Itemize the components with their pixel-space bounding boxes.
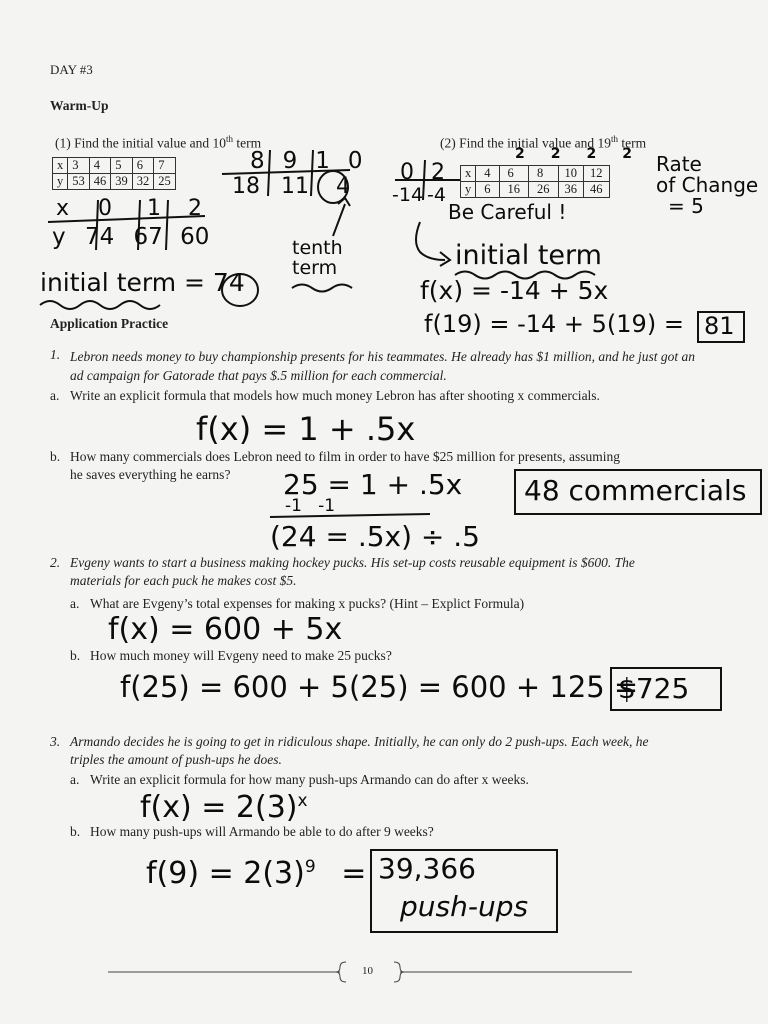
warmup2-row-x <box>461 166 610 182</box>
hand-word: Rate <box>656 152 702 176</box>
warmup2-hand-initial: initial term <box>455 240 602 271</box>
hand-num: 2 <box>431 160 445 185</box>
table-cell: 7 <box>154 158 176 174</box>
table-cell: 46 <box>89 174 111 190</box>
warmup1-hand-ext-y <box>232 174 350 199</box>
hand-num: 10 <box>315 148 381 174</box>
q1b-hand-2: -1 -1 <box>285 496 336 516</box>
table-cell: 6 <box>499 166 529 182</box>
warmup1-hand-ext-x <box>250 148 381 174</box>
warmup1-prompt-end: term <box>232 135 262 151</box>
q2-text-1: Evgeny wants to start a business making hockey pucks. His set-up costs reusable equipment is $600. The <box>70 555 635 570</box>
table-cell: y <box>53 174 68 190</box>
warmup2-hand-answer: 81 <box>704 312 735 340</box>
q2-text-2: materials for each puck he makes cost $5. <box>70 573 297 588</box>
q3b-hand-base: f(9) = 2(3) <box>146 856 305 891</box>
q1-text: Lebron needs money to buy championship presents for his teammates. He already has $1 million, and he just got an ad campaign for Gatorade that pays $.5 million for each commercial. <box>70 349 696 383</box>
warmup2-hand-rate <box>656 154 758 217</box>
q3b-hand-exponent: 9 <box>304 857 316 877</box>
hand-num: 2 <box>515 146 551 162</box>
q2a-label: a. <box>70 596 80 611</box>
hand-word: tenth <box>292 237 343 259</box>
warmup1-prompt-text: (1) Find the initial value and 10 <box>55 135 226 151</box>
table-cell: 32 <box>132 174 154 190</box>
table-cell: 6 <box>476 182 499 198</box>
warmup2-hand-ext-x <box>400 160 445 185</box>
q2a-text: What are Evgeny’s total expenses for making x pucks? (Hint – Explict Formula) <box>90 596 525 611</box>
warmup2-table <box>460 165 610 198</box>
hand-num: x <box>56 196 70 221</box>
q3a-label: a. <box>70 772 80 787</box>
table-cell: 25 <box>154 174 176 190</box>
table-cell: 16 <box>499 182 529 198</box>
hand-num: 18 <box>232 174 260 199</box>
q3b-hand <box>146 856 366 891</box>
warmup1-hand-initial: initial term = 74 <box>40 268 245 297</box>
q1b-label: b. <box>50 449 61 464</box>
q3a-text: Write an explicit formula for how many push-ups Armando can do after x weeks. <box>90 772 529 787</box>
hand-num: 0 <box>98 196 113 221</box>
warmup1-prompt-sup: th <box>225 134 233 144</box>
hand-num: 4 <box>336 174 350 199</box>
hand-num: -14 <box>392 184 424 206</box>
table-cell: 8 <box>529 166 559 182</box>
hand-num: 2 <box>586 146 623 162</box>
q3b-answer-1: 39,366 <box>378 852 476 885</box>
table-cell: 4 <box>89 158 111 174</box>
q1a-hand: f(x) = 1 + .5x <box>196 410 416 448</box>
hand-num: y <box>52 224 66 250</box>
q1b-text-2: he saves everything he earns? <box>70 467 231 482</box>
q2-number: 2. <box>50 555 61 570</box>
table-cell: 53 <box>68 174 90 190</box>
application-title: Application Practice <box>50 316 169 331</box>
table-cell: 46 <box>584 182 610 198</box>
hand-word: = 5 <box>668 194 704 218</box>
q3b-hand-equals: = <box>341 856 367 891</box>
q3a-hand-exponent: x <box>297 791 308 811</box>
q2b-hand: f(25) = 600 + 5(25) = 600 + 125 = <box>120 670 639 704</box>
q2a-hand: f(x) = 600 + 5x <box>108 612 343 647</box>
warmup1-hand-back-y <box>52 224 209 250</box>
warmup2-hand-f2: f(19) = -14 + 5(19) = <box>424 310 684 338</box>
q2b-answer: $725 <box>618 672 690 705</box>
hand-word: term <box>292 257 338 279</box>
table-cell: 39 <box>111 174 133 190</box>
table-cell: x <box>53 158 68 174</box>
q3a-hand <box>140 790 308 825</box>
hand-num: 1 <box>147 196 162 221</box>
hand-num: 9 <box>282 148 316 174</box>
hand-num: 2 <box>550 146 587 162</box>
table-cell: 12 <box>584 166 610 182</box>
page-number: 10 <box>362 965 373 977</box>
table-cell: 36 <box>558 182 584 198</box>
warmup1-hand-tenth <box>292 238 343 278</box>
q3b-answer-2: push-ups <box>400 890 529 923</box>
q2b-text: How much money will Evgeny need to make 25 pucks? <box>90 648 392 663</box>
table-cell: y <box>461 182 476 198</box>
hand-word: of Change <box>656 173 759 197</box>
q3-text-2: triples the amount of push-ups he does. <box>70 752 282 767</box>
q3-text-1: Armando decides he is going to get in ridiculous shape. Initially, he can only do 2 push-ups. Each week, he <box>70 734 649 749</box>
q2b-label: b. <box>70 648 81 663</box>
day-label: DAY #3 <box>50 62 93 77</box>
q1b-hand-1: 25 = 1 + .5x <box>283 468 463 501</box>
warmup1-hand-back-x <box>56 196 202 221</box>
hand-num: 11 <box>281 174 309 199</box>
warmup2-hand-ext-y <box>392 184 446 206</box>
table-cell: 26 <box>529 182 559 198</box>
hand-num: 8 <box>250 148 283 174</box>
hand-num: -4 <box>427 184 446 206</box>
q3-number: 3. <box>50 734 61 749</box>
q3b-text: How many push-ups will Armando be able to do after 9 weeks? <box>90 824 434 839</box>
q1b-text-1: How many commercials does Lebron need to film in order to have $25 million for presents, assuming <box>70 449 620 464</box>
table-cell: 3 <box>68 158 90 174</box>
q3b-label: b. <box>70 824 81 839</box>
warmup-title: Warm-Up <box>50 98 109 113</box>
table-cell: 5 <box>111 158 133 174</box>
q3a-hand-base: f(x) = 2(3) <box>140 790 298 825</box>
hand-num: 60 <box>180 224 210 250</box>
q1-number: 1. <box>50 347 61 362</box>
warmup2-row-y <box>461 182 610 198</box>
table-cell: 4 <box>476 166 499 182</box>
table-cell: 6 <box>132 158 154 174</box>
warmup2-hand-diffs <box>515 146 658 162</box>
hand-num: 74 <box>84 224 115 250</box>
hand-num: 67 <box>133 224 163 250</box>
q1a-label: a. <box>50 388 60 403</box>
hand-num: 2 <box>622 146 658 162</box>
warmup2-prompt-text: (2) Find the initial value and 19 <box>440 135 611 151</box>
warmup2-hand-careful: Be Careful ! <box>448 200 567 224</box>
q1a-text: Write an explicit formula that models how much money Lebron has after shooting x commercials. <box>70 388 600 403</box>
warmup2-prompt-sup: th <box>610 134 618 144</box>
q1b-answer: 48 commercials <box>524 474 747 507</box>
table-cell: 10 <box>558 166 584 182</box>
warmup2-hand-f1: f(x) = -14 + 5x <box>420 276 609 305</box>
hand-num: 0 <box>400 160 414 185</box>
table-cell: x <box>461 166 476 182</box>
warmup2-prompt-end: term <box>617 135 647 151</box>
hand-num: 2 <box>188 196 203 221</box>
q1b-hand-3: (24 = .5x) ÷ .5 <box>270 520 480 553</box>
